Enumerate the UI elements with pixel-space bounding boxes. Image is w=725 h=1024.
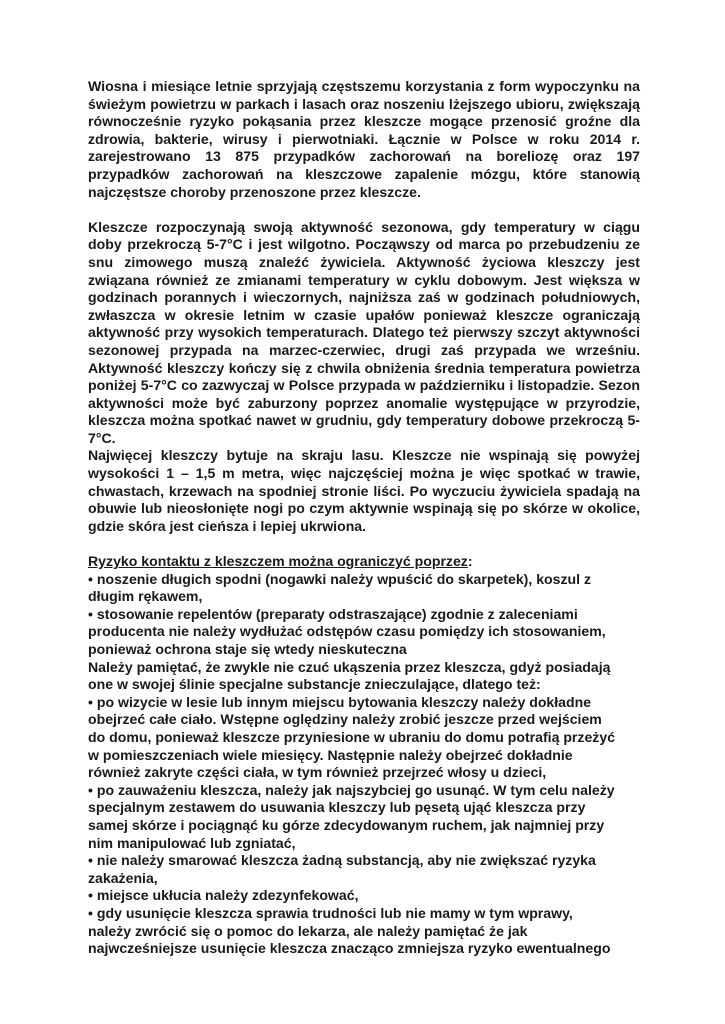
section-heading	[88, 553, 640, 571]
section-heading-text: Ryzyko kontaktu z kleszczem można ograniczyć poprzez	[88, 553, 468, 570]
list-line: specjalnym zestawem do usuwania kleszczy lub pęsetą ująć kleszcza przy	[88, 799, 586, 816]
list-line: • noszenie długich spodni (nogawki należy wpuścić do skarpetek), koszul z	[88, 570, 592, 587]
intro-paragraph: Wiosna i miesiące letnie sprzyjają częstszemu korzystania z form wypoczynku na świeżym powietrzu w parkach i lasach oraz noszeniu lżejszego ubioru, zwiększają równocześnie ryzyko pokąsania przez kleszcze mogące przenosić groźne dla zdrowia, bakterie, wirusy i pierwotniaki. Łącznie w Polsce w roku 2014 r. zarejestrowano 13 875 przypadków zachorowań na boreliozę oraz 197 przypadków zachorowań na kleszczowe zapalenie mózgu, które stanowią najczęstsze choroby przenoszone przez kleszcze.	[88, 78, 640, 200]
activity-paragraph: Kleszcze rozpoczynają swoją aktywność sezonowa, gdy temperatury w ciągu doby przekroczą 5-7°C i jest wilgotno. Począwszy od marca po przebudzeniu ze snu zimowego muszą znaleźć żywiciela. Aktywność życiowa kleszczy jest związana również ze zmianami temperatury w cyklu dobowym. Jest większa w godzinach porannych i wieczornych, najniższa zaś w godzinach południowych, zwłaszcza w okresie letnim w czasie upałów ponieważ kleszcze ograniczają aktywność przy wysokich temperaturach. Dlatego też pierwszy szczyt aktywności sezonowej przypada na marzec-czerwiec, drugi zaś przypada we wrześniu. Aktywność kleszczy kończy się z chwila obniżenia średnia temperatura powietrza poniżej 5-7°C co zazwyczaj w Polsce przypada w październiku i listopadzie. Sezon aktywności może być zaburzony poprzez anomalie występujące w przyrodzie, kleszcza można spotkać nawet w grudniu, gdy temperatury dobowe przekroczą 5-7°C.	[88, 218, 640, 446]
list-line: samej skórze i pociągnąć ku górze zdecydowanym ruchem, jak najmniej przy	[88, 816, 605, 833]
list-line: • nie należy smarować kleszcza żadną substancją, aby nie zwiększać ryzyka	[88, 852, 596, 869]
habitat-paragraph: Najwięcej kleszczy bytuje na skraju lasu. Kleszcze nie wspinają się powyżej wysokości 1 – 1,5 m metra, więc najczęściej można je więc spotkać w trawie, chwastach, krzewach na spodniej stronie liści. Po wyczuciu żywiciela spadają na obuwie lub nieosłonięte nogi po czym aktywnie wspinają się po skórze w okolice, gdzie skóra jest cieńsza i lepiej ukrwiona.	[88, 447, 640, 534]
list-line: długim rękawem,	[88, 588, 203, 605]
list-line: Należy pamiętać, że zwykle nie czuć ukąszenia przez kleszcza, gdyż posiadają	[88, 658, 611, 675]
list-line: ponieważ ochrona staje się wtedy nieskuteczna	[88, 641, 407, 657]
list-line: • stosowanie repelentów (preparaty odstraszające) zgodnie z zaleceniami	[88, 605, 578, 622]
list-line: • gdy usunięcie kleszcza sprawia trudności lub nie mamy w tym wprawy,	[88, 904, 573, 921]
list-line: • po zauważeniu kleszcza, należy jak najszybciej go usunąć. W tym celu należy	[88, 781, 615, 798]
list-line: należy zwrócić się o pomoc do lekarza, ale należy pamiętać że jak	[88, 922, 528, 939]
list-line: producenta nie należy wydłużać odstępów czasu pomiędzy ich stosowaniem,	[88, 623, 606, 640]
list-line: w pomieszczeniach wiele miesięcy. Następnie należy obejrzeć dokładnie	[88, 746, 573, 763]
document-page	[88, 78, 640, 958]
paragraph-spacer	[88, 535, 640, 553]
list-line: również zakryte części ciała, w tym również przejrzeć włosy u dzieci,	[88, 764, 547, 781]
list-line: zakażenia,	[88, 869, 158, 886]
list-line: do domu, ponieważ kleszcze przyniesione w ubraniu do domu potrafią przeżyć	[88, 728, 616, 745]
paragraph-spacer	[88, 201, 640, 219]
list-line: obejrzeć całe ciało. Wstępne oględziny należy zrobić jeszcze przed wejściem	[88, 711, 602, 728]
list-line: one w swojej ślinie specjalne substancje znieczulające, dlatego też:	[88, 676, 541, 693]
list-line: • miejsce ukłucia należy zdezynfekować,	[88, 887, 359, 904]
list-line: najwcześniejsze usunięcie kleszcza znacząco zmniejsza ryzyko ewentualnego	[88, 940, 611, 957]
prevention-list	[88, 571, 640, 958]
list-line: nim manipulować lub zgniatać,	[88, 834, 296, 851]
section-heading-colon: :	[467, 553, 473, 570]
list-line: • po wizycie w lesie lub innym miejscu bytowania kleszczy należy dokładne	[88, 693, 592, 710]
